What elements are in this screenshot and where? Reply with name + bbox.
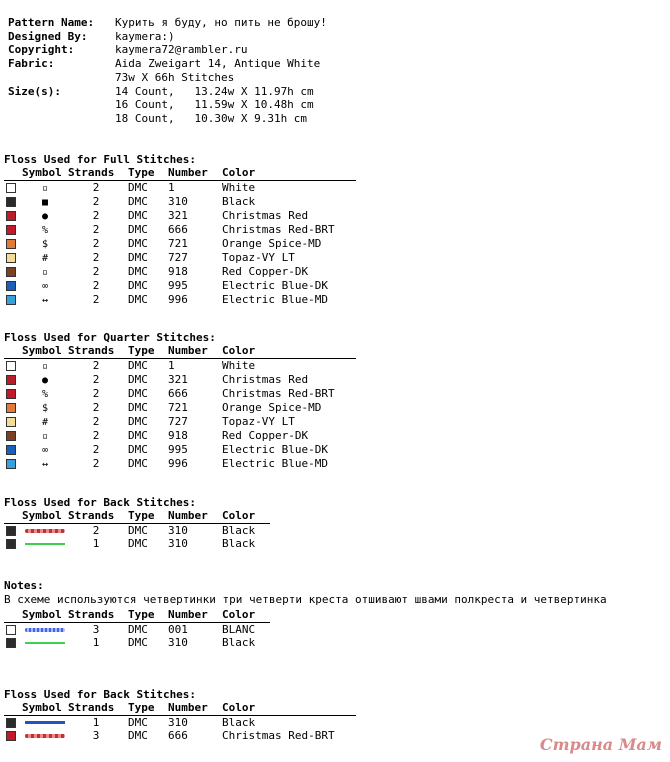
strands-cell: 2 bbox=[92, 415, 100, 429]
number-cell: 1 bbox=[168, 181, 175, 195]
floss-row bbox=[4, 293, 356, 307]
symbol-cell bbox=[22, 373, 68, 387]
floss-row bbox=[4, 636, 270, 650]
color-swatch bbox=[6, 731, 16, 741]
type-cell: DMC bbox=[128, 237, 148, 251]
symbol-cell bbox=[22, 180, 68, 195]
symbol-cell bbox=[22, 443, 68, 457]
swatch-cell bbox=[4, 443, 22, 457]
color-cell: Christmas Red bbox=[222, 209, 309, 223]
column-header-symbol: Symbol bbox=[22, 608, 62, 622]
strands-cell: 2 bbox=[92, 293, 100, 307]
type-cell: DMC bbox=[128, 279, 148, 293]
color-cell: Black bbox=[222, 537, 256, 551]
floss-row bbox=[4, 195, 356, 209]
color-cell: Electric Blue-MD bbox=[222, 457, 328, 471]
strands-cell: 2 bbox=[92, 457, 100, 471]
column-header-number: Number bbox=[168, 509, 208, 523]
strands-cell: 2 bbox=[92, 429, 100, 443]
swatch-cell bbox=[4, 251, 22, 265]
color-cell: Black bbox=[222, 636, 256, 650]
swatch-cell bbox=[4, 537, 22, 551]
number-cell: 321 bbox=[168, 209, 188, 223]
color-cell: Christmas Red bbox=[222, 373, 309, 387]
column-header-type: Type bbox=[128, 344, 155, 358]
backstitch-wavy-line-icon bbox=[25, 529, 65, 533]
symbol-cell bbox=[22, 622, 68, 636]
strands-cell: 3 bbox=[92, 622, 100, 636]
column-header-number: Number bbox=[168, 608, 208, 622]
strands-cell: 1 bbox=[92, 715, 100, 729]
swatch-cell bbox=[4, 457, 22, 471]
color-swatch bbox=[6, 625, 16, 635]
number-cell: 666 bbox=[168, 387, 188, 401]
type-cell: DMC bbox=[128, 523, 148, 537]
column-header-strands: Strands bbox=[68, 701, 115, 715]
backstitch-dotted-line-icon bbox=[25, 628, 65, 632]
swatch-cell bbox=[4, 195, 22, 209]
header-label: Copyright: bbox=[8, 43, 75, 57]
floss-row bbox=[4, 279, 356, 293]
stitch-symbol-icon: ■ bbox=[41, 196, 49, 208]
floss-row bbox=[4, 251, 356, 265]
column-header-strands: Strands bbox=[68, 509, 115, 523]
notes-title: Notes: bbox=[4, 579, 44, 592]
color-swatch bbox=[6, 211, 16, 221]
column-header-swatch bbox=[4, 509, 22, 523]
floss-row bbox=[4, 415, 356, 429]
floss-row bbox=[4, 373, 356, 387]
swatch-cell bbox=[4, 358, 22, 373]
color-cell: Topaz-VY LT bbox=[222, 251, 295, 265]
floss-row bbox=[4, 523, 270, 537]
type-cell: DMC bbox=[128, 359, 148, 373]
strands-cell: 2 bbox=[92, 265, 100, 279]
type-cell: DMC bbox=[128, 251, 148, 265]
type-cell: DMC bbox=[128, 622, 148, 636]
backstitch-blue-line-icon bbox=[25, 721, 65, 724]
symbol-cell bbox=[22, 401, 68, 415]
full-stitches-title: Floss Used for Full Stitches: bbox=[4, 153, 197, 166]
floss-row bbox=[4, 387, 356, 401]
swatch-cell bbox=[4, 622, 22, 636]
header-value: 16 Count, 11.59w X 10.48h cm bbox=[115, 98, 314, 112]
column-header-symbol: Symbol bbox=[22, 509, 62, 523]
color-swatch bbox=[6, 417, 16, 427]
header-value: 14 Count, 13.24w X 11.97h cm bbox=[115, 84, 314, 98]
number-cell: 310 bbox=[168, 195, 188, 209]
swatch-cell bbox=[4, 429, 22, 443]
floss-row bbox=[4, 537, 270, 551]
stitch-symbol-icon: ▫ bbox=[41, 360, 49, 372]
number-cell: 918 bbox=[168, 265, 188, 279]
floss-row bbox=[4, 429, 356, 443]
color-cell: White bbox=[222, 181, 256, 195]
strands-cell: 2 bbox=[92, 223, 100, 237]
header-value: Aida Zweigart 14, Antique White bbox=[115, 57, 321, 71]
number-cell: 721 bbox=[168, 237, 188, 251]
color-swatch bbox=[6, 539, 16, 549]
strands-cell: 2 bbox=[92, 373, 100, 387]
swatch-cell bbox=[4, 415, 22, 429]
strands-cell: 3 bbox=[92, 729, 100, 743]
color-cell: Black bbox=[222, 523, 256, 537]
number-cell: 995 bbox=[168, 443, 188, 457]
color-cell: Christmas Red-BRT bbox=[222, 387, 335, 401]
column-header-number: Number bbox=[168, 166, 208, 180]
header-value: Курить я буду, но пить не брошу! bbox=[115, 16, 327, 29]
stitch-symbol-icon: ● bbox=[41, 210, 49, 222]
stitch-symbol-icon: ▫ bbox=[41, 266, 49, 278]
color-swatch bbox=[6, 638, 16, 648]
stitch-symbol-icon: ● bbox=[41, 374, 49, 386]
symbol-cell bbox=[22, 265, 68, 279]
column-header-type: Type bbox=[128, 608, 155, 622]
color-cell: Orange Spice-MD bbox=[222, 401, 322, 415]
number-cell: 666 bbox=[168, 223, 188, 237]
type-cell: DMC bbox=[128, 387, 148, 401]
swatch-cell bbox=[4, 279, 22, 293]
type-cell: DMC bbox=[128, 443, 148, 457]
symbol-cell bbox=[22, 237, 68, 251]
symbol-cell bbox=[22, 223, 68, 237]
header-label: Size(s): bbox=[8, 84, 61, 98]
number-cell: 996 bbox=[168, 293, 188, 307]
type-cell: DMC bbox=[128, 636, 148, 650]
symbol-cell bbox=[22, 457, 68, 471]
strands-cell: 2 bbox=[92, 523, 100, 537]
number-cell: 666 bbox=[168, 729, 188, 743]
header-value: 73w X 66h Stitches bbox=[115, 70, 235, 84]
column-header-strands: Strands bbox=[68, 344, 115, 358]
color-swatch bbox=[6, 459, 16, 469]
column-header-swatch bbox=[4, 701, 22, 715]
type-cell: DMC bbox=[128, 265, 148, 279]
number-cell: 996 bbox=[168, 457, 188, 471]
column-header-swatch bbox=[4, 166, 22, 180]
header-value: kaymera72@rambler.ru bbox=[115, 43, 248, 57]
type-cell: DMC bbox=[128, 373, 148, 387]
stitch-symbol-icon: # bbox=[41, 252, 49, 264]
symbol-cell bbox=[22, 251, 68, 265]
floss-row bbox=[4, 443, 356, 457]
type-cell: DMC bbox=[128, 729, 148, 743]
number-cell: 310 bbox=[168, 537, 188, 551]
stitch-symbol-icon: ↔ bbox=[41, 458, 49, 470]
type-cell: DMC bbox=[128, 181, 148, 195]
color-cell: Black bbox=[222, 715, 256, 729]
header-value: 18 Count, 10.30w X 9.31h cm bbox=[115, 111, 308, 125]
type-cell: DMC bbox=[128, 293, 148, 307]
swatch-cell bbox=[4, 180, 22, 195]
header-value: kaymera:) bbox=[115, 29, 175, 43]
swatch-cell bbox=[4, 209, 22, 223]
swatch-cell bbox=[4, 715, 22, 729]
strands-cell: 2 bbox=[92, 195, 100, 209]
type-cell: DMC bbox=[128, 401, 148, 415]
full-stitches-table bbox=[4, 166, 356, 307]
type-cell: DMC bbox=[128, 429, 148, 443]
column-header-type: Type bbox=[128, 166, 155, 180]
stitch-symbol-icon: ∞ bbox=[41, 444, 49, 456]
column-header-strands: Strands bbox=[68, 608, 115, 622]
type-cell: DMC bbox=[128, 223, 148, 237]
swatch-cell bbox=[4, 265, 22, 279]
swatch-cell bbox=[4, 729, 22, 743]
column-header-type: Type bbox=[128, 701, 155, 715]
strands-cell: 2 bbox=[92, 251, 100, 265]
symbol-cell bbox=[22, 729, 68, 743]
header-label: Pattern Name: bbox=[8, 16, 95, 29]
type-cell: DMC bbox=[128, 195, 148, 209]
strands-cell: 2 bbox=[92, 387, 100, 401]
column-header-swatch bbox=[4, 344, 22, 358]
strands-cell: 2 bbox=[92, 401, 100, 415]
color-cell: Electric Blue-MD bbox=[222, 293, 328, 307]
column-header-color: Color bbox=[222, 701, 256, 715]
number-cell: 918 bbox=[168, 429, 188, 443]
floss-row bbox=[4, 401, 356, 415]
swatch-cell bbox=[4, 401, 22, 415]
stitch-symbol-icon: % bbox=[41, 388, 49, 400]
symbol-cell bbox=[22, 429, 68, 443]
column-header-symbol: Symbol bbox=[22, 166, 62, 180]
number-cell: 995 bbox=[168, 279, 188, 293]
number-cell: 1 bbox=[168, 359, 175, 373]
stitch-symbol-icon: # bbox=[41, 416, 49, 428]
color-swatch bbox=[6, 197, 16, 207]
column-header-swatch bbox=[4, 608, 22, 622]
symbol-cell bbox=[22, 636, 68, 650]
symbol-cell bbox=[22, 523, 68, 537]
strands-cell: 1 bbox=[92, 537, 100, 551]
floss-row bbox=[4, 209, 356, 223]
swatch-cell bbox=[4, 387, 22, 401]
color-swatch bbox=[6, 267, 16, 277]
number-cell: 001 bbox=[168, 622, 188, 636]
stitch-symbol-icon: % bbox=[41, 224, 49, 236]
stitch-symbol-icon: ∞ bbox=[41, 280, 49, 292]
back-stitches-title-2: Floss Used for Back Stitches: bbox=[4, 688, 197, 701]
color-cell: Black bbox=[222, 195, 256, 209]
number-cell: 727 bbox=[168, 251, 188, 265]
symbol-cell bbox=[22, 387, 68, 401]
number-cell: 721 bbox=[168, 401, 188, 415]
column-header-color: Color bbox=[222, 509, 256, 523]
quarter-stitches-table bbox=[4, 344, 356, 471]
swatch-cell bbox=[4, 223, 22, 237]
type-cell: DMC bbox=[128, 415, 148, 429]
color-swatch bbox=[6, 389, 16, 399]
swatch-cell bbox=[4, 636, 22, 650]
swatch-cell bbox=[4, 373, 22, 387]
color-cell: Red Copper-DK bbox=[222, 265, 309, 279]
stitch-symbol-icon: ▫ bbox=[41, 182, 49, 194]
backstitch-green-line-icon bbox=[25, 642, 65, 644]
back-stitches-title-1: Floss Used for Back Stitches: bbox=[4, 496, 197, 509]
back-stitches-table-1 bbox=[4, 509, 270, 551]
color-swatch bbox=[6, 295, 16, 305]
watermark-logo: Страна Мам bbox=[539, 735, 662, 754]
back-stitches-table-2 bbox=[4, 701, 356, 743]
color-cell: Orange Spice-MD bbox=[222, 237, 322, 251]
color-cell: White bbox=[222, 359, 256, 373]
column-header-color: Color bbox=[222, 344, 256, 358]
column-header-symbol: Symbol bbox=[22, 701, 62, 715]
strands-cell: 2 bbox=[92, 359, 100, 373]
color-swatch bbox=[6, 526, 16, 536]
color-swatch bbox=[6, 253, 16, 263]
color-swatch bbox=[6, 225, 16, 235]
notes-table bbox=[4, 608, 270, 650]
quarter-stitches-title: Floss Used for Quarter Stitches: bbox=[4, 331, 216, 344]
color-cell: Red Copper-DK bbox=[222, 429, 309, 443]
symbol-cell bbox=[22, 209, 68, 223]
type-cell: DMC bbox=[128, 209, 148, 223]
color-cell: Topaz-VY LT bbox=[222, 415, 295, 429]
color-swatch bbox=[6, 403, 16, 413]
swatch-cell bbox=[4, 237, 22, 251]
floss-row bbox=[4, 265, 356, 279]
column-header-color: Color bbox=[222, 608, 256, 622]
color-cell: BLANC bbox=[222, 622, 256, 636]
floss-row bbox=[4, 180, 356, 195]
number-cell: 310 bbox=[168, 636, 188, 650]
type-cell: DMC bbox=[128, 457, 148, 471]
backstitch-wavy-line-icon bbox=[25, 734, 65, 738]
symbol-cell bbox=[22, 195, 68, 209]
stitch-symbol-icon: ↔ bbox=[41, 294, 49, 306]
symbol-cell bbox=[22, 279, 68, 293]
column-header-strands: Strands bbox=[68, 166, 115, 180]
symbol-cell bbox=[22, 293, 68, 307]
number-cell: 310 bbox=[168, 523, 188, 537]
column-header-number: Number bbox=[168, 344, 208, 358]
column-header-number: Number bbox=[168, 701, 208, 715]
color-cell: Electric Blue-DK bbox=[222, 443, 328, 457]
floss-row bbox=[4, 715, 356, 729]
floss-row bbox=[4, 358, 356, 373]
color-swatch bbox=[6, 375, 16, 385]
swatch-cell bbox=[4, 523, 22, 537]
strands-cell: 2 bbox=[92, 443, 100, 457]
color-cell: Christmas Red-BRT bbox=[222, 223, 335, 237]
number-cell: 321 bbox=[168, 373, 188, 387]
floss-row bbox=[4, 729, 356, 743]
type-cell: DMC bbox=[128, 537, 148, 551]
stitch-symbol-icon: ▫ bbox=[41, 430, 49, 442]
symbol-cell bbox=[22, 358, 68, 373]
color-swatch bbox=[6, 361, 16, 371]
stitch-symbol-icon: $ bbox=[41, 238, 49, 250]
color-swatch bbox=[6, 718, 16, 728]
header-label: Fabric: bbox=[8, 57, 55, 71]
swatch-cell bbox=[4, 293, 22, 307]
color-swatch bbox=[6, 281, 16, 291]
backstitch-green-line-icon bbox=[25, 543, 65, 545]
column-header-symbol: Symbol bbox=[22, 344, 62, 358]
number-cell: 310 bbox=[168, 715, 188, 729]
symbol-cell bbox=[22, 415, 68, 429]
color-swatch bbox=[6, 183, 16, 193]
column-header-color: Color bbox=[222, 166, 256, 180]
strands-cell: 2 bbox=[92, 237, 100, 251]
color-cell: Electric Blue-DK bbox=[222, 279, 328, 293]
header-label: Designed By: bbox=[8, 29, 88, 43]
floss-row bbox=[4, 223, 356, 237]
color-cell: Christmas Red-BRT bbox=[222, 729, 335, 743]
floss-row bbox=[4, 457, 356, 471]
color-swatch bbox=[6, 239, 16, 249]
floss-row bbox=[4, 622, 270, 636]
notes-text: В схеме используются четвертинки три четверти креста отшивают швами полкреста и четвертинка bbox=[4, 593, 607, 606]
color-swatch bbox=[6, 431, 16, 441]
stitch-symbol-icon: $ bbox=[41, 402, 49, 414]
number-cell: 727 bbox=[168, 415, 188, 429]
symbol-cell bbox=[22, 715, 68, 729]
strands-cell: 2 bbox=[92, 209, 100, 223]
strands-cell: 2 bbox=[92, 181, 100, 195]
column-header-type: Type bbox=[128, 509, 155, 523]
type-cell: DMC bbox=[128, 715, 148, 729]
color-swatch bbox=[6, 445, 16, 455]
symbol-cell bbox=[22, 537, 68, 551]
floss-row bbox=[4, 237, 356, 251]
strands-cell: 2 bbox=[92, 279, 100, 293]
strands-cell: 1 bbox=[92, 636, 100, 650]
